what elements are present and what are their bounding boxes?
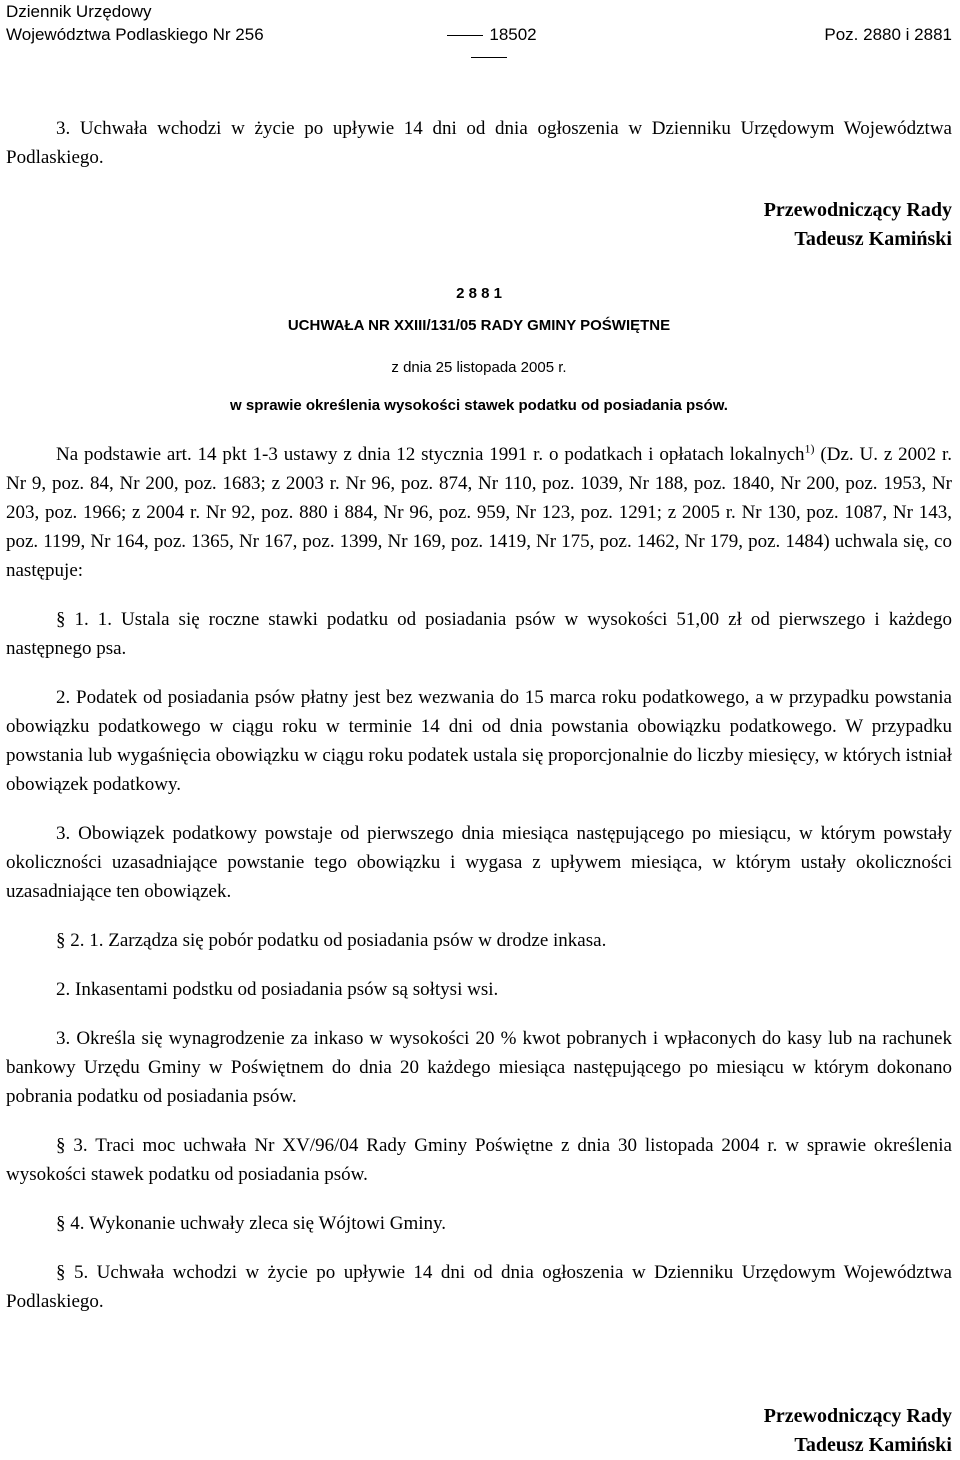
section-3: § 3. Traci moc uchwała Nr XV/96/04 Rady Gminy Poświętne z dnia 30 listopada 2004 r. w sprawie określenia wysokości stawek podatku od posiadania psów. — [6, 1135, 952, 1185]
prev-act-closing — [6, 114, 952, 172]
section-2-para-3: 3. Określa się wynagrodzenie za inkaso w wysokości 20 % kwot pobranych i wpłaconych do kasy lub na rachunek bankowy Urzędu Gminy w Poświętnem do dnia 20 każdego miesiąca następującego po miesiącu w którym dokonano pobrania podatku od posiadania psów. — [6, 1028, 952, 1107]
section-2-para-1: § 2. 1. Zarządza się pobór podatku od posiadania psów w drodze inkasa. — [56, 930, 607, 951]
preamble-text-b: (Dz. U. z 2002 r. Nr 9, poz. 84, Nr 200, poz. 1683; z 2003 r. Nr 96, poz. 874, Nr 110, poz. 1039, Nr 188, poz. 1840, Nr 200, poz. 1953, Nr 203, poz. 1966; z 2004 r. Nr 92, poz. 880 i 884, Nr 96, poz. 959, Nr 123, poz. 1291; z 2005 r. Nr 130, poz. 1087, Nr 143, poz. 1199, Nr 164, poz. 1365, Nr 167, poz. 1399, Nr 169, poz. 1419, Nr 175, poz. 1462, Nr 179, poz. 1484) uchwala się, co następuje: — [6, 444, 952, 581]
section-2-para-2: 2. Inkasentami podstku od posiadania psów są sołtysi wsi. — [56, 979, 499, 1000]
journal-title: Dziennik Urzędowy — [6, 2, 152, 21]
act-date: z dnia 25 listopada 2005 r. — [391, 359, 567, 376]
rule-left — [447, 35, 483, 36]
position-label: Poz. 2880 i 2881 — [824, 25, 952, 44]
act-body — [6, 440, 952, 1316]
section-1-para-2: 2. Podatek od posiadania psów płatny jest bez wezwania do 15 marca roku podatkowego, a w przypadku powstania obowiązku podatkowego w ciągu roku w terminie 14 dni od dnia powstania obowiązku podatkowego. W przypadku powstania lub wygaśnięcia obowiązku w ciągu roku podatek ustala się proporcjonalnie do liczby miesięcy, w których istniał obowiązek podatkowy. — [6, 687, 952, 795]
page-number-wrap — [430, 24, 548, 68]
preamble-text-a: Na podstawie art. 14 pkt 1-3 ustawy z dnia 12 stycznia 1991 r. o podatkach i opłatach lokalnych — [56, 444, 805, 465]
section-1-para-3: 3. Obowiązek podatkowy powstaje od pierwszego dnia miesiąca następującego po miesiącu, w którym powstały okoliczności uzasadniające powstanie tego obowiązku i wygasa z upływem miesiąca, w którym ustały okoliczności uzasadniające ten obowiązek. — [6, 823, 952, 902]
preamble — [6, 440, 952, 585]
section-5: § 5. Uchwała wchodzi w życie po upływie 14 dni od dnia ogłoszenia w Dzienniku Urzędowym Województwa Podlaskiego. — [6, 1262, 952, 1312]
rule-right — [471, 57, 507, 58]
page-number: 18502 — [489, 25, 537, 44]
prev-act-signature — [6, 196, 952, 254]
act-subject: w sprawie określenia wysokości stawek podatku od posiadania psów. — [230, 397, 728, 414]
prev-signer-name: Tadeusz Kamiński — [794, 228, 952, 250]
footnote-ref: 1) — [804, 441, 815, 456]
signer-name: Tadeusz Kamiński — [794, 1434, 952, 1456]
journal-subtitle: Województwa Podlaskiego Nr 256 — [6, 25, 264, 44]
signer-title: Przewodniczący Rady — [763, 1405, 952, 1427]
section-1-para-1: § 1. 1. Ustala się roczne stawki podatku od posiadania psów w wysokości 51,00 zł od pierwszego i każdego następnego psa. — [6, 609, 952, 659]
prev-signer-title: Przewodniczący Rady — [763, 199, 952, 221]
section-4: § 4. Wykonanie uchwały zleca się Wójtowi Gminy. — [56, 1213, 447, 1234]
page-header — [6, 0, 952, 54]
act-signature — [6, 1402, 952, 1460]
act-number: 2 8 8 1 — [456, 285, 502, 302]
prev-act-para3: 3. Uchwała wchodzi w życie po upływie 14 dni od dnia ogłoszenia w Dzienniku Urzędowym Województwa Podlaskiego. — [6, 118, 952, 168]
act-title: UCHWAŁA NR XXIII/131/05 RADY GMINY POŚWIĘTNE — [287, 317, 671, 334]
